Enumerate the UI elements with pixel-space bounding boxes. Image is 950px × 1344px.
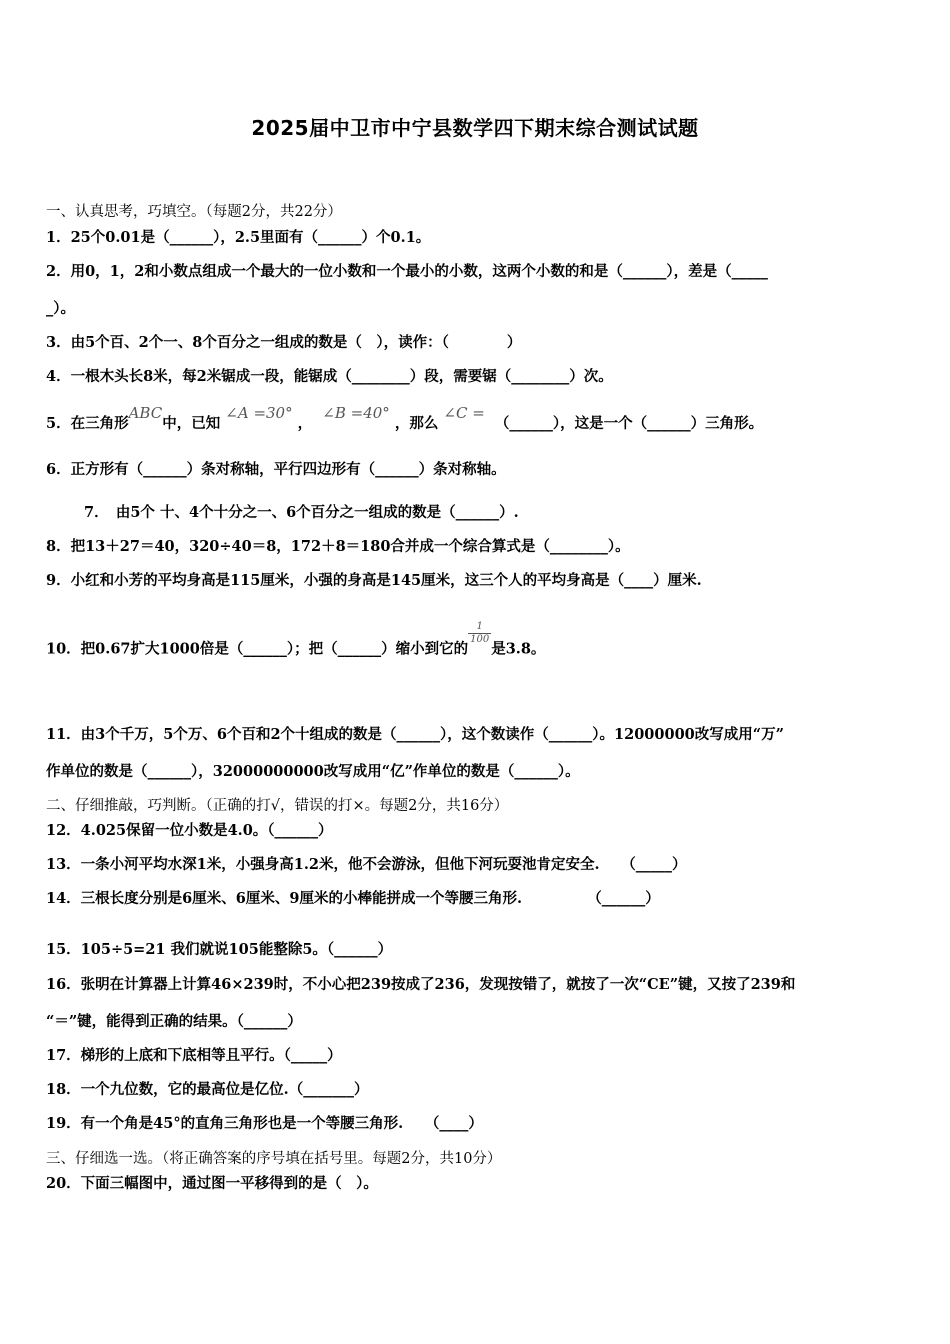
question-14: 14．三根长度分别是6厘米、6厘米、9厘米的小棒能拼成一个等腰三角形. （______） [46,890,660,907]
question-12: 12．4.025保留一位小数是4.0。（______） [46,822,333,839]
question-11-line-2: 作单位的数是（______），32000000000改写成用“亿”作单位的数是（______）。 [46,763,580,780]
question-4: 4．一根木头长8米，每2米锯成一段，能锯成（________）段，需要锯（________）次。 [46,368,613,385]
angle-b-formula: ∠B =40° [322,404,390,422]
question-1: 1．25个0.01是（______），2.5里面有（______）个0.1。 [46,229,431,246]
fraction-denominator: 100 [470,634,490,645]
question-5-text-2: 中，已知 [162,415,221,432]
question-5-text-1: 5．在三角形 [46,415,129,432]
question-16-line-1: 16．张明在计算器上计算46×239时，不小心把239按成了236，发现按错了，就按了一次“CE”键，又按了239和 [46,976,796,993]
angle-c-formula: ∠C = [443,404,485,422]
section-heading-1: 一、认真思考，巧填空。（每题2分，共22分） [46,204,342,220]
page-title: 2025届中卫市中宁县数学四下期末综合测试试题 [251,116,699,140]
question-2-line-2: _）。 [46,300,75,317]
question-3: 3．由5个百、2个一、8个百分之一组成的数是（ ），读作：（ ） [46,334,522,351]
question-9: 9．小红和小芳的平均身高是115厘米，小强的身高是145厘米，这三个人的平均身高是（____）厘米. [46,572,702,589]
triangle-abc-formula: ABC [128,404,163,422]
question-7: 7． 由5个 十、4个十分之一、6个百分之一组成的数是（______）. [84,504,519,521]
question-6: 6．正方形有（______）条对称轴，平行四边形有（______）条对称轴。 [46,461,506,478]
question-10-text-2: 是3.8。 [491,640,546,658]
question-10 [46,621,910,662]
question-5 [46,404,910,434]
question-10-text-1: 10．把0.67扩大1000倍是（______）；把（______）缩小到它的 [46,640,469,658]
angle-a-formula: ∠A =30° [225,404,293,422]
question-16-line-2: “＝”键，能得到正确的结果。（______） [46,1013,302,1030]
question-19: 19．有一个角是45°的直角三角形也是一个等腰三角形. （____） [46,1115,483,1132]
fraction-one-hundredth [468,621,491,646]
question-5-text-4: ，那么 [394,415,439,432]
question-11-line-1: 11．由3个千万，5个万、6个百和2个十组成的数是（______），这个数读作（______）。12000000改写成用“万” [46,726,784,743]
section-heading-2: 二、仔细推敲，巧判断。（正确的打√，错误的打×。每题2分，共16分） [46,798,509,814]
fraction-numerator: 1 [468,621,491,634]
question-2-line-1: 2．用0，1，2和小数点组成一个最大的一位小数和一个最小的小数，这两个小数的和是（______），差是（_____ [46,263,768,280]
question-8: 8．把13＋27＝40，320÷40＝8，172＋8＝180合并成一个综合算式是（________）。 [46,538,630,555]
question-18: 18．一个九位数，它的最高位是亿位.（_______） [46,1081,369,1098]
question-5-text-3: ， [297,415,313,432]
question-5-text-5: （______），这是一个（______）三角形。 [494,415,764,432]
question-15: 15．105÷5=21 我们就说105能整除5。（______） [46,941,393,958]
question-13: 13．一条小河平均水深1米，小强身高1.2米，他不会游泳，但他下河玩耍池肯定安全. （_____） [46,856,687,873]
question-20: 20．下面三幅图中，通过图一平移得到的是（ ）。 [46,1175,378,1192]
section-heading-3: 三、仔细选一选。（将正确答案的序号填在括号里。每题2分，共10分） [46,1151,502,1167]
question-17: 17．梯形的上底和下底相等且平行。（_____） [46,1047,342,1064]
